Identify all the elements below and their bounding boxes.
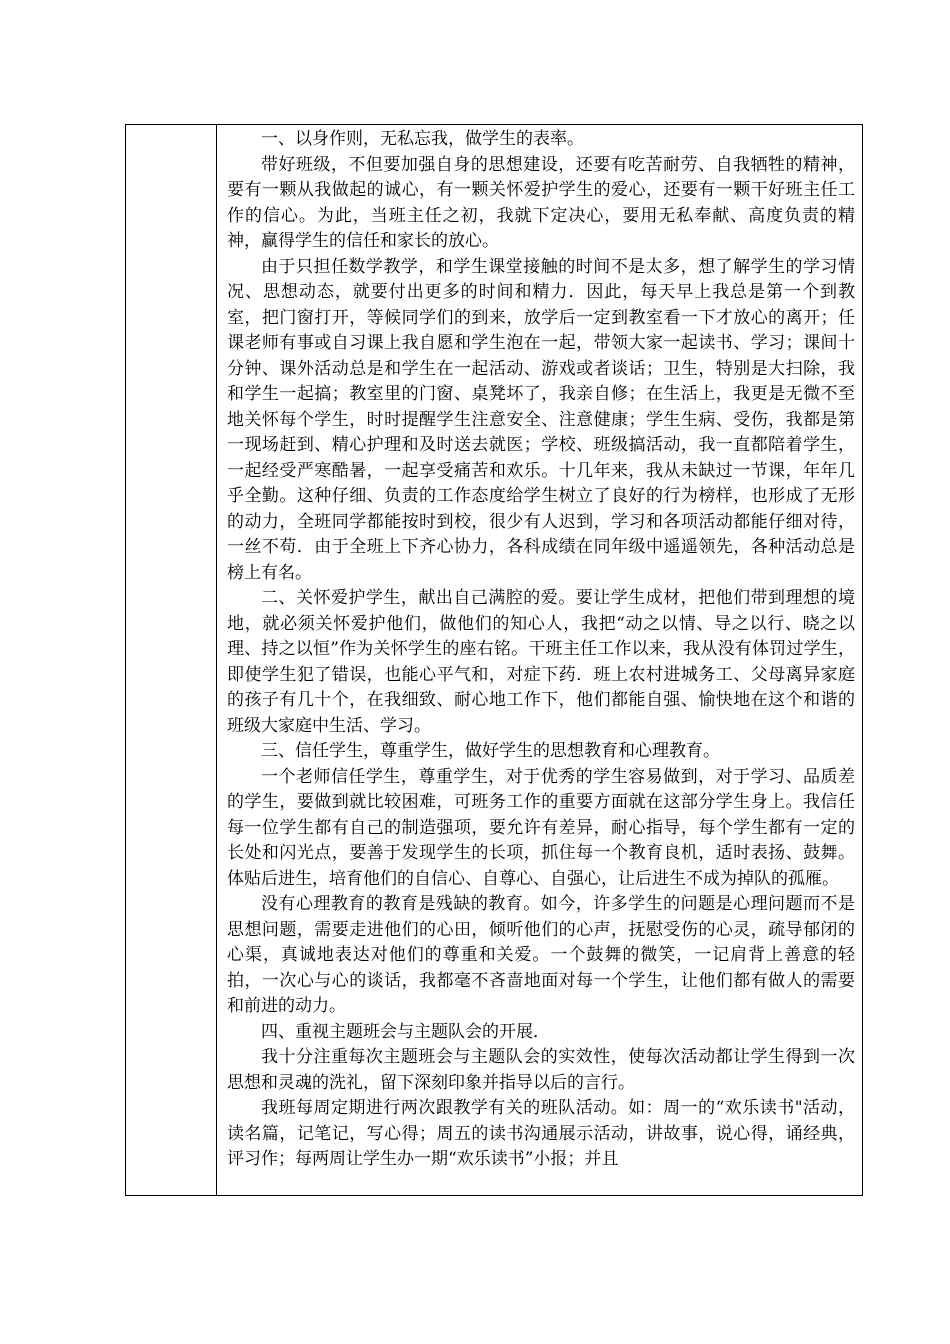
paragraph: 没有心理教育的教育是残缺的教育。如今，许多学生的问题是心理问题而不是思想问题，需要走进他们的心田，倾听他们的心声，抚慰受伤的心灵，疏导郁闭的心渠，真诚地表达对他们的尊重和关爱。一个鼓舞的微笑，一记肩背上善意的轻拍，一次心与心的谈话，我都毫不吝啬地面对每一个学生，让他们都有做人的需要和前进的动力。 — [227, 894, 855, 1016]
heading-4: 四、重视主题班会与主题队会的开展． — [261, 1021, 550, 1042]
heading-1: 一、以身作则，无私忘我，做学生的表率。 — [261, 129, 584, 149]
content-table — [125, 124, 863, 1196]
paragraph: 带好班级，不但要加强自身的思想建设，还要有吃苦耐劳、自我牺牲的精神，要有一颗从我做起的诚心，有一颗关怀爱护学生的爱心，还要有一颗干好班主任工作的信心。为此，当班主任之初，我就下定决心，要用无私奉献、高度负责的精神，赢得学生的信任和家长的放心。 — [227, 154, 855, 251]
heading-3: 三、信任学生，尊重学生，做好学生的思想教育和心理教育。 — [261, 741, 720, 761]
paragraph: 我班每周定期进行两次跟教学有关的班队活动。如：周一的“欢乐读书"活动，读名篇，记笔记，写心得；周五的读书沟通展示活动，讲故事，说心得，诵经典，评习作；每两周让学生办一期“欢乐读书”小报；并且 — [227, 1098, 855, 1169]
heading-2: 二、关怀爱护学生，献出自己满腔的爱。要让学生成材，把他们带到理想的境地，就必须关怀爱护他们，做他们的知心人，我把“动之以情、导之以行、晓之以理、持之以恒”作为关怀学生的座右铭。干班主任工作以来，我从没有体罚过学生，即使学生犯了错误，也能心平气和，对症下药．班上农村进城务工、父母离异家庭的孩子有几十个，在我细致、耐心地工作下，他们都能自强、愉快地在这个和谐的班级大家庭中生活、学习。 — [227, 588, 855, 736]
column-divider — [216, 125, 217, 1195]
paragraph: 一个老师信任学生，尊重学生，对于优秀的学生容易做到，对于学习、品质差的学生，要做到就比较困难，可班务工作的重要方面就在这部分学生身上。我信任每一位学生都有自己的制造强项，要允许有差异，耐心指导，每个学生都有一定的长处和闪光点，要善于发现学生的长项，抓住每一个教育良机，适时表扬、鼓舞。体贴后进生，培育他们的自信心、自尊心、自强心，让后进生不成为掉队的孤雁。 — [227, 766, 855, 889]
paragraph: 我十分注重每次主题班会与主题队会的实效性，使每次活动都让学生得到一次思想和灵魂的洗礼，留下深刻印象并指导以后的言行。 — [227, 1047, 855, 1093]
paragraph: 由于只担任数学教学，和学生课堂接触的时间不是太多，想了解学生的学习情况、思想动态，就要付出更多的时间和精力．因此，每天早上我总是第一个到教室，把门窗打开，等候同学们的到来，放学后一定到教室看一下才放心的离开；任课老师有事或自习课上我自愿和学生泡在一起，带领大家一起读书、学习；课间十分钟、课外活动总是和学生在一起活动、游戏或者谈话；卫生，特别是大扫除，我和学生一起搞；教室里的门窗、桌凳坏了，我亲自修；在生活上，我更是无微不至地关怀每个学生，时时提醒学生注意安全、注意健康；学生生病、受伤，我都是第一现场赶到、精心护理和及时送去就医；学校、班级搞活动，我一直都陪着学生，一起经受严寒酷暑，一起享受痛苦和欢乐。十几年来，我从未缺过一节课，年年几乎全勤。这种仔细、负责的工作态度给学生树立了良好的行为榜样，也形成了无形的动力，全班同学都能按时到校，很少有人迟到，学习和各项活动都能仔细对待，一丝不苟．由于全班上下齐心协力，各科成绩在同年级中遥遥领先，各种活动总是榜上有名。 — [227, 256, 855, 583]
left-column-cell — [126, 125, 216, 1195]
body-text — [227, 127, 855, 1173]
